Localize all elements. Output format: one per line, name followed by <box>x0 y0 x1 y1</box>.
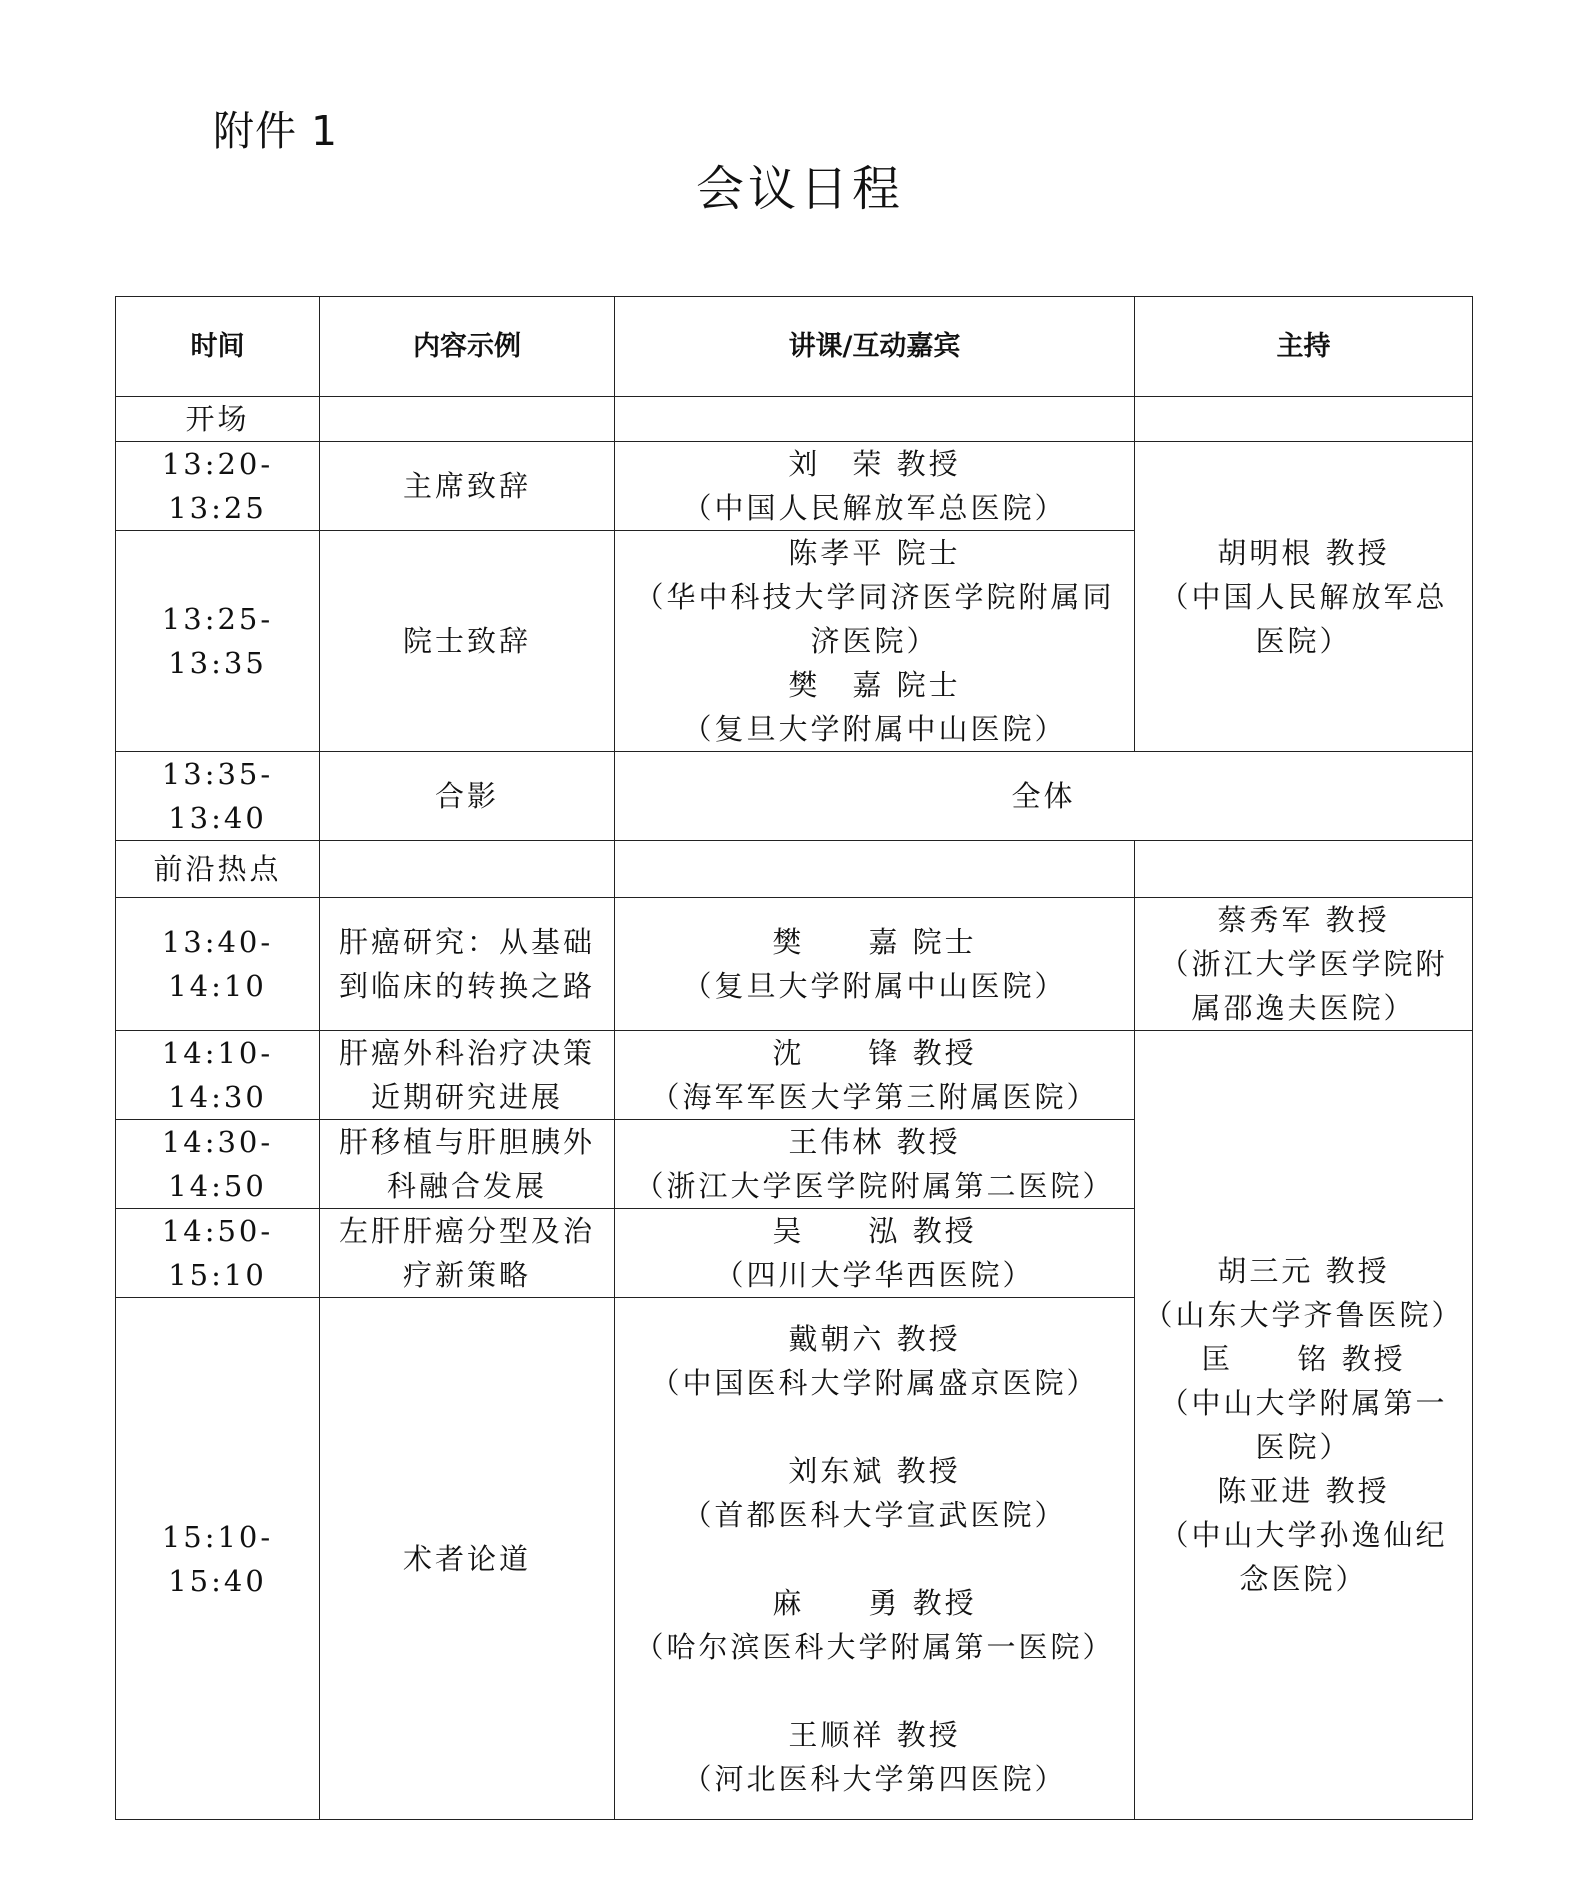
cell-line: 术者论道 <box>402 1541 531 1576</box>
page-title: 会议日程 <box>695 161 904 217</box>
cell-line: 近期研究进展 <box>370 1080 563 1114</box>
time-cell: 13:35-13:40 <box>116 752 320 841</box>
cell-line: 到临床的转换之路 <box>338 969 595 1003</box>
cell-line: 陈亚进 教授 <box>1217 1474 1390 1508</box>
speaker-cell <box>615 1209 1135 1298</box>
table-row <box>116 898 1473 1031</box>
content-cell <box>320 1031 615 1120</box>
cell-line: （中国人民解放军总 <box>1159 579 1448 614</box>
speaker-cell <box>615 1120 1135 1209</box>
cell-line: （复旦大学附属中山医院） <box>682 712 1067 746</box>
cell-line: （中国医科大学附属盛京医院） <box>650 1365 1099 1400</box>
content-cell <box>320 531 615 752</box>
col-header-speaker: 讲课/互动嘉宾 <box>615 297 1135 397</box>
cell-line: 合影 <box>434 779 499 813</box>
time-cell: 13:20-13:25 <box>116 442 320 531</box>
content-cell <box>320 1120 615 1209</box>
cell-line: （中山大学孙逸仙纪 <box>1159 1518 1448 1552</box>
cell-line: 念医院） <box>1239 1562 1368 1596</box>
cell-line: （四川大学华西医院） <box>714 1258 1035 1292</box>
cell-line: 左肝肝癌分型及治 <box>338 1214 595 1248</box>
cell-line: 胡明根 教授 <box>1217 535 1390 570</box>
cell-line: （复旦大学附属中山医院） <box>682 969 1067 1003</box>
cell-line: 胡三元 教授 <box>1217 1254 1390 1288</box>
speaker-cell <box>615 1298 1135 1820</box>
cell-line: （浙江大学医学院附属第二医院） <box>634 1169 1115 1203</box>
cell-line: 麻 勇 教授 <box>772 1585 977 1620</box>
cell-line: 蔡秀军 教授 <box>1217 903 1390 937</box>
cell-line: （哈尔滨医科大学附属第一医院） <box>634 1629 1115 1664</box>
content-cell <box>320 442 615 531</box>
cell-line: 属邵逸夫医院） <box>1191 991 1416 1025</box>
speaker-cell <box>615 531 1135 752</box>
cell-line: 沈 锋 教授 <box>772 1036 977 1070</box>
table-row <box>116 442 1473 531</box>
cell-line: 医院） <box>1255 1430 1352 1464</box>
section-row-opening <box>116 397 1473 442</box>
content-cell <box>320 1298 615 1820</box>
cell-line: 刘 荣 教授 <box>788 447 961 481</box>
cell-line: 王伟林 教授 <box>788 1125 961 1159</box>
section-row-frontier <box>116 841 1473 898</box>
line-gap <box>621 1537 1128 1581</box>
cell-line: 樊 嘉 院士 <box>788 668 961 702</box>
speaker-cell <box>615 898 1135 1031</box>
col-header-content: 内容示例 <box>320 297 615 397</box>
speaker-cell <box>615 1031 1135 1120</box>
cell-line: 全体 <box>1011 779 1076 813</box>
cell-line: 主席致辞 <box>402 469 531 503</box>
cell-line: （中山大学附属第一 <box>1159 1386 1448 1420</box>
host-cell <box>1135 442 1473 752</box>
cell-line: 肝癌研究：从基础 <box>338 925 595 959</box>
cell-line: 樊 嘉 院士 <box>772 925 977 959</box>
section-label: 开场 <box>116 397 320 442</box>
time-cell: 14:50-15:10 <box>116 1209 320 1298</box>
col-header-host: 主持 <box>1135 297 1473 397</box>
cell-line: （河北医科大学第四医院） <box>682 1761 1067 1796</box>
section-label: 前沿热点 <box>116 841 320 898</box>
cell-line: 疗新策略 <box>402 1258 531 1292</box>
content-cell <box>320 752 615 841</box>
line-gap <box>621 1669 1128 1713</box>
cell-line: 匡 铭 教授 <box>1201 1342 1406 1376</box>
cell-line: 刘东斌 教授 <box>788 1453 961 1488</box>
time-cell: 14:10-14:30 <box>116 1031 320 1120</box>
cell-line: 医院） <box>1255 623 1352 658</box>
time-cell: 15:10-15:40 <box>116 1298 320 1820</box>
cell-line: （浙江大学医学院附 <box>1159 947 1448 981</box>
time-cell: 13:40-14:10 <box>116 898 320 1031</box>
cell-line: 戴朝六 教授 <box>788 1321 961 1356</box>
cell-line: 科融合发展 <box>386 1169 547 1203</box>
cell-line: 陈孝平 院士 <box>788 536 961 570</box>
speaker-cell <box>615 752 1473 841</box>
header-row <box>116 297 1473 397</box>
table-row <box>116 752 1473 841</box>
time-cell: 14:30-14:50 <box>116 1120 320 1209</box>
table-row <box>116 1031 1473 1120</box>
cell-line: （山东大学齐鲁医院） <box>1143 1298 1464 1332</box>
cell-line: （中国人民解放军总医院） <box>682 491 1067 525</box>
col-header-time: 时间 <box>116 297 320 397</box>
host-cell <box>1135 1031 1473 1820</box>
cell-line: （华中科技大学同济医学院附属同 <box>634 580 1115 614</box>
cell-line: 王顺祥 教授 <box>788 1717 961 1752</box>
time-cell: 13:25-13:35 <box>116 531 320 752</box>
attachment-label: 附件 1 <box>213 107 339 155</box>
cell-line: （首都医科大学宣武医院） <box>682 1497 1067 1532</box>
content-cell <box>320 898 615 1031</box>
content-cell <box>320 1209 615 1298</box>
schedule-table <box>115 296 1473 1820</box>
cell-line: （海军军医大学第三附属医院） <box>650 1080 1099 1114</box>
cell-line: 肝癌外科治疗决策 <box>338 1036 595 1070</box>
host-cell <box>1135 898 1473 1031</box>
speaker-cell <box>615 442 1135 531</box>
cell-line: 吴 泓 教授 <box>772 1214 977 1248</box>
cell-line: 济医院） <box>810 624 939 658</box>
cell-line: 院士致辞 <box>402 624 531 658</box>
line-gap <box>621 1405 1128 1449</box>
cell-line: 肝移植与肝胆胰外 <box>338 1125 595 1159</box>
